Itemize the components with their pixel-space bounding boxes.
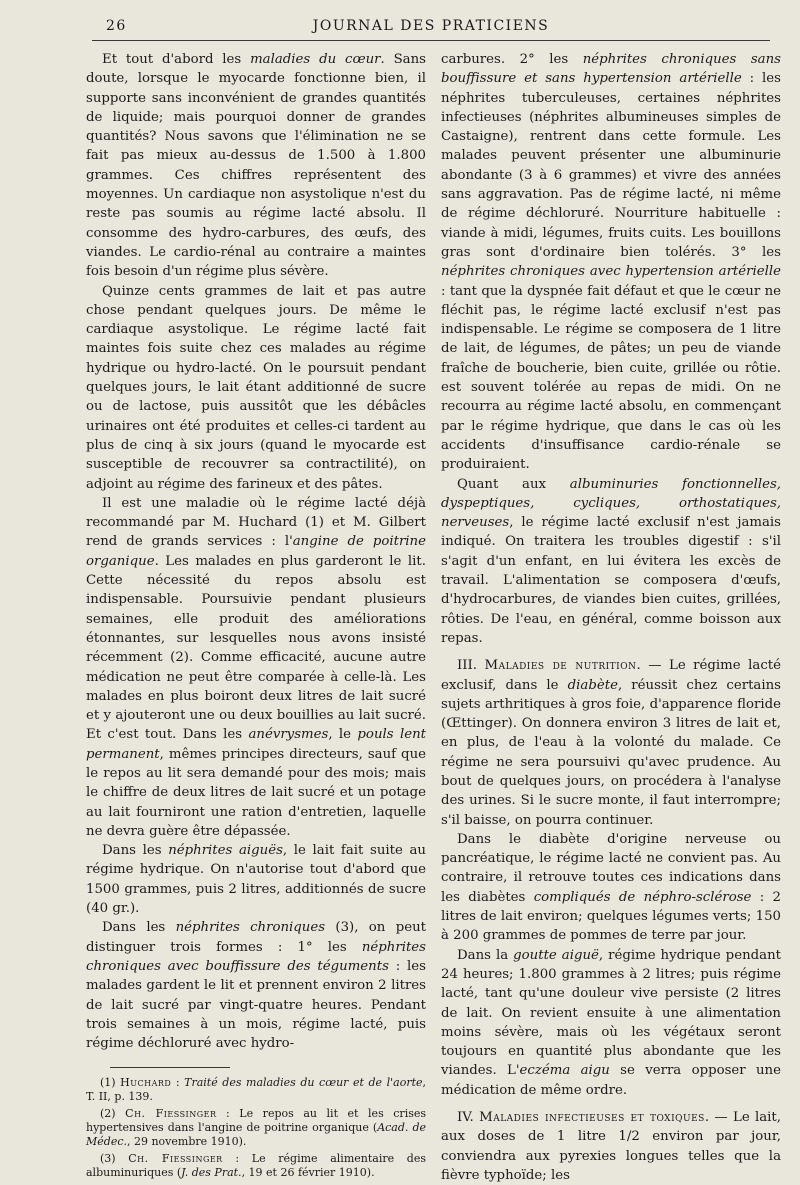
- paragraph-diabete-nerveux: Dans le diabète d'origine nerveuse ou pancréatique, le régime lacté ne convient pas. Au contraire, il retrouve toutes ces indications dans les diabètes compliqués de néphro-sclérose : 2 litres de lait environ; quelques légumes verts; 150 à 200 grammes de pommes de terre par jour.: [441, 831, 781, 944]
- footnote-divider: [110, 1067, 230, 1068]
- paragraph-nephrites-aigues: Dans les néphrites aiguës, le lait fait suite au régime hydrique. On n'autorise tout d'abord que 1500 grammes, puis 2 litres, additionnés de sucre (40 gr.).: [86, 843, 426, 917]
- footnotes: [86, 1076, 426, 1180]
- left-column: [86, 50, 426, 1183]
- footnote-3: (3) Ch. Fiessinger : Le régime alimentaire des albuminuriques (J. des Prat., 19 et 26 février 1910).: [86, 1152, 426, 1180]
- paragraph-quinze-cents: Quinze cents grammes de lait et pas autre chose pendant quelques jours. De même le cardiaque asystolique. Le régime lacté fait maintes fois suite chez ces malades au régime hydrique ou hydro-lacté. On le poursuit pendant quelques jours, le lait étant additionné de sucre ou de lactose, puis aussitôt que les débâcles urinaires ont été produites et celles-ci tardent au plus de cinq à six jours (quand le myocarde est susceptible de recouvrer sa contractilité), on adjoint au régime des farineux et des pâtes.: [86, 283, 426, 492]
- page-number: 26: [106, 18, 127, 34]
- paragraph-nephrites-chroniques: Dans les néphrites chroniques (3), on peut distinguer trois formes : 1° les néphrites chroniques avec bouffissure des téguments : les malades gardent le lit et prennent environ 2 litres de lait sucré par vingt-quatre heures. Pendant trois semaines à un mois, régime lacté, puis régime déchloruré avec hydro-: [86, 920, 426, 1052]
- paragraph-angine-de-poitrine: Il est une maladie où le régime lacté déjà recommandé par M. Huchard (1) et M. Gilbert rend de grands services : l'angine de poitrine organique. Les malades en plus garderont le lit. Cette nécessité du repos absolu est indispensable. Poursuivie pendant plusieurs semaines, elle produit des améliorations étonnantes, sur lesquelles nous avons insisté récemment (2). Comme efficacité, aucune autre médication ne peut être comparée à celle-là. Les malades en plus boiront deux litres de lait sucré et y ajouteront une ou deux bouillies au lait sucré. Et c'est tout. Dans les anévrysmes, le pouls lent permanent, mêmes principes directeurs, sauf que le repos au lit sera demandé pour des mois; mais le chiffre de deux litres de lait sucré et un potage au lait fourniront une ration d'entretien, laquelle ne devra guère être dépassée.: [86, 495, 426, 839]
- page-header: [92, 16, 770, 41]
- section-maladies-infectieuses: IV. Maladies infectieuses et toxiques. — Le lait, aux doses de 1 litre 1/2 environ par jour, conviendra aux pyrexies longues telles que la fièvre typhoïde; les: [441, 1110, 782, 1183]
- paragraph-maladies-du-coeur: Et tout d'abord les maladies du cœur. Sans doute, lorsque le myocarde fonctionne bien, il supporte sans inconvénient de grandes quantités de liquide; mais pourquoi donner de grandes quantités? Nous savons que l'élimination ne se fait pas mieux au-dessus de 1.500 à 1.800 grammes. Ces chiffres représentent des moyennes. Un cardiaque non asystolique n'est du reste pas soumis au régime lacté absolu. Il consomme des hydro-carbures, des œufs, des viandes. Le cardio-rénal au contraire a maintes fois besoin d'un régime plus sévère.: [86, 52, 427, 280]
- footnote-1: (1) Huchard : Traité des maladies du cœur et de l'aorte, T. II, p. 139.: [86, 1076, 427, 1104]
- paragraph-goutte-aigue: Dans la goutte aiguë, régime hydrique pendant 24 heures; 1.800 grammes à 2 litres; puis régime lacté, tant qu'une douleur vive persiste (2 litres de lait. On revient ensuite à une alimentation moins sévère, mais où les végétaux seront toujours en quantité plus abondante que les viandes. L'eczéma aigu se verra opposer une médication de même ordre.: [441, 947, 781, 1098]
- paragraph-nephrites-continued: carbures. 2° les néphrites chroniques sans bouffissure et sans hypertension artérielle : les néphrites tuberculeuses, certaines néphrites infectieuses (néphrites albumineuses simples de Castaigne), rentrent dans cette formule. Les malades peuvent présenter une albuminurie abondante (3 à 6 grammes) et vivre des années sans aggravation. Pas de régime lacté, ni même de régime déchloruré. Nourriture habituelle : viande à midi, légumes, fruits cuits. Les bouillons gras sont d'ordinaire bien tolérés. 3° les néphrites chroniques avec hypertension artérielle : tant que la dyspnée fait défaut et que le cœur ne fléchit pas, le régime lacté exclusif n'est pas indispensable. Le régime se composera de 1 litre de lait, de légumes, de pâtes; un peu de viande fraîche de boucherie, bien cuite, grillée ou rôtie. est souvent tolérée au repas de midi. On ne recourra au régime lacté absolu, en commençant par le régime hydrique, que dans le cas où les accidents d'insuffisance cardio-rénale se produiraient.: [441, 52, 781, 473]
- footnote-2: (2) Ch. Fiessinger : Le repos au lit et les crises hypertensives dans l'angine de poitrine organique (Acad. de Médec., 29 novembre 1910).: [86, 1107, 427, 1149]
- running-title: JOURNAL DES PRATICIENS: [312, 18, 550, 34]
- right-column: [441, 50, 781, 1185]
- paragraph-albuminuries: Quant aux albuminuries fonctionnelles, dyspeptiques, cycliques, orthostatiques, nerveuses, le régime lacté exclusif n'est jamais indiqué. On traitera les troubles digestif : s'il s'agit d'un enfant, en lui évitera les excès de travail. L'alimentation se composera d'œufs, d'hydrocarbures, de viandes bien cuites, grillées, rôties. De l'eau, en général, comme boisson aux repas.: [441, 476, 782, 646]
- section-title-infectieuses: Maladies infectieuses et toxiques: [479, 1110, 705, 1126]
- section-title-nutrition: Maladies de nutrition: [484, 658, 637, 674]
- section-maladies-de-nutrition: III. Maladies de nutrition. — Le régime lacté exclusif, dans le diabète, réussit chez certains sujets arthritiques à gros foie, d'apparence floride (Œttinger). On donnera environ 3 litres de lait et, en plus, de l'eau à la volonté du malade. Ce régime ne sera poursuivi qu'avec prudence. Au bout de quelques jours, on procédera à l'analyse des urines. Si le sucre monte, il faut interrompre; s'il baisse, on pourra continuer.: [441, 658, 781, 828]
